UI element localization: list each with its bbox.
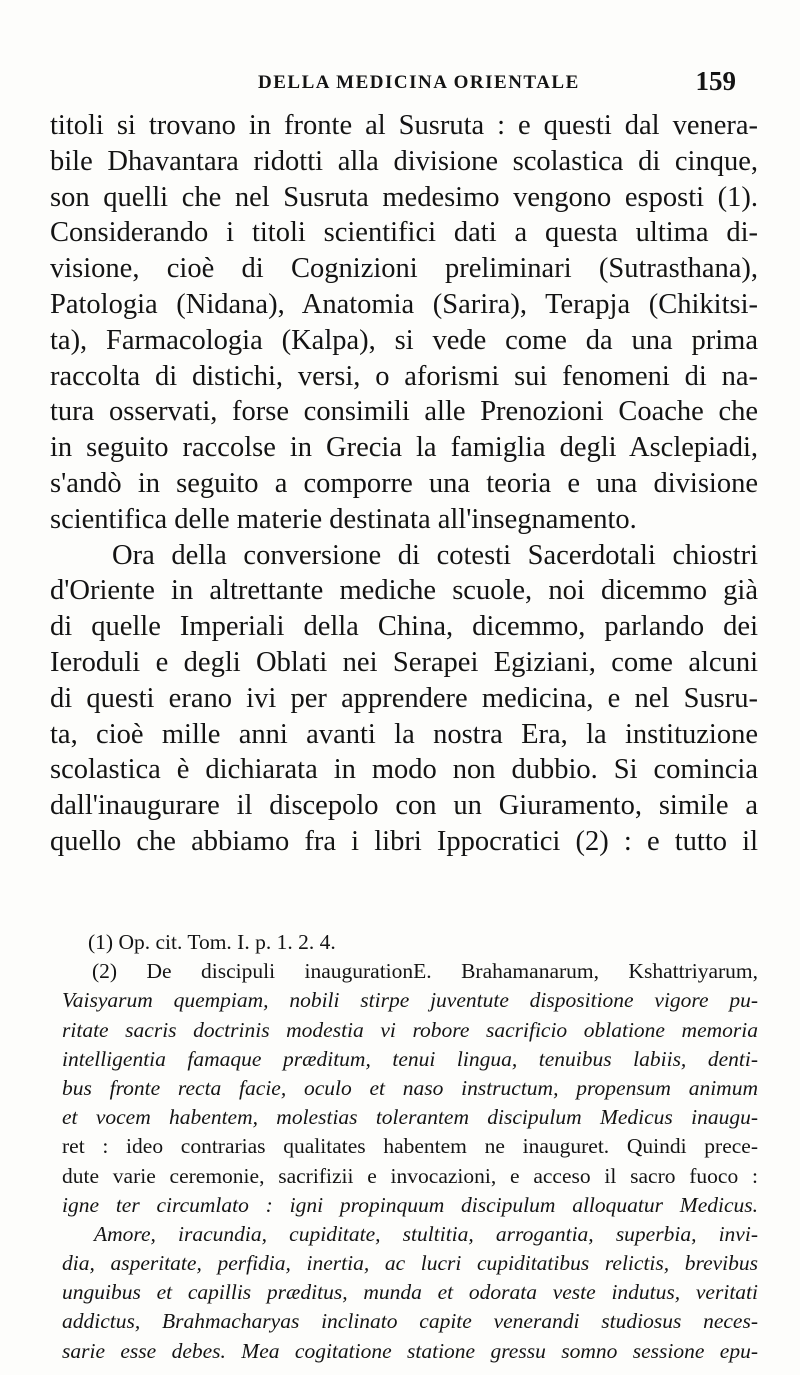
footnotes — [62, 928, 758, 1366]
footnote-2-line: Vaisyarum quempiam, nobili stirpe juventute dispositione vigore pu- — [62, 988, 758, 1013]
footnote-2-line: Amore, iracundia, cupiditate, stultitia, arrogantia, superbia, invi- — [94, 1221, 758, 1246]
text-line: ta), Farmacologia (Kalpa), si vede come da una prima — [50, 324, 758, 356]
text-line: Ora della conversione di cotesti Sacerdotali chiostri — [112, 539, 758, 571]
footnote-2-line: ret : ideo contrarias qualitates habentem ne inauguret. Quindi prece- — [62, 1134, 758, 1159]
text-line: titoli si trovano in fronte al Susruta : e questi dal venera- — [50, 110, 758, 141]
text-line: scolastica è dichiarata in modo non dubbio. Si comincia — [50, 754, 758, 786]
footnote-2-line: intelligentia famaque præditum, tenui lingua, tenuibus labiis, denti- — [62, 1046, 758, 1071]
text-line: scientifica delle materie destinata all'insegnamento. — [50, 503, 637, 535]
running-head: DELLA MEDICINA ORIENTALE — [258, 72, 580, 93]
text-line: son quelli che nel Susruta medesimo vengono esposti (1). — [50, 181, 758, 213]
main-text — [50, 108, 758, 860]
text-line: quello che abbiamo fra i libri Ippocratici (2) : e tutto il — [50, 825, 758, 857]
footnote-2-line: dia, asperitate, perfidia, inertia, ac lucri cupiditatibus relictis, brevibus — [62, 1251, 758, 1276]
text-line: di questi erano ivi per apprendere medicina, e nel Susru- — [50, 682, 758, 714]
text-line: Ieroduli e degli Oblati nei Serapei Egiziani, come alcuni — [50, 646, 758, 678]
text-line: visione, cioè di Cognizioni preliminari (Sutrasthana), — [50, 253, 758, 285]
text-line: tura osservati, forse consimili alle Prenozioni Coache che — [50, 396, 758, 428]
text-line: Considerando i titoli scientifici dati a questa ultima di- — [50, 217, 758, 249]
text-line: d'Oriente in altrettante mediche scuole, noi dicemmo già — [50, 575, 758, 607]
footnote-2-line: sarie esse debes. Mea cogitatione statione gressu somno sessione epu- — [62, 1338, 758, 1363]
footnote-2-line: ritate sacris doctrinis modestia vi robore sacrificio oblatione memoria — [62, 1017, 758, 1042]
page-number: 159 — [695, 66, 736, 96]
text-line: dall'inaugurare il discepolo con un Giuramento, simile a — [50, 790, 758, 822]
text-line: bile Dhavantara ridotti alla divisione scolastica di cinque, — [50, 145, 758, 177]
text-line: di quelle Imperiali della China, dicemmo, parlando dei — [50, 611, 758, 643]
footnote-2-line: et vocem habentem, molestias tolerantem discipulum Medicus inaugu- — [62, 1105, 758, 1130]
footnote-2-line: addictus, Brahmacharyas inclinato capite venerandi studiosus neces- — [62, 1309, 758, 1334]
text-line: Patologia (Nidana), Anatomia (Sarira), Terapja (Chikitsi- — [50, 288, 758, 320]
footnote-2-line: unguibus et capillis præditus, munda et odorata veste indutus, veritati — [62, 1280, 758, 1305]
text-line: ta, cioè mille anni avanti la nostra Era, la instituzione — [50, 718, 758, 750]
footnote-1: (1) Op. cit. Tom. I. p. 1. 2. 4. — [88, 930, 336, 954]
footnote-2-line: (2) De discipuli inaugurationE. Brahamanarum, Kshattriyarum, — [92, 959, 758, 984]
footnote-2-line: bus fronte recta facie, oculo et naso instructum, propensum animum — [62, 1075, 758, 1100]
text-line: raccolta di distichi, versi, o aforismi sui fenomeni di na- — [50, 360, 758, 392]
text-line: s'andò in seguito a comporre una teoria e una divisione — [50, 467, 758, 499]
footnote-2-line: igne ter circumlato : igni propinquum discipulum alloquatur Medicus. — [62, 1192, 758, 1217]
text-line: in seguito raccolse in Grecia la famiglia degli Asclepiadi, — [50, 432, 758, 464]
footnote-2-line: dute varie ceremonie, sacrifizii e invocazioni, e acceso il sacro fuoco : — [62, 1163, 758, 1188]
